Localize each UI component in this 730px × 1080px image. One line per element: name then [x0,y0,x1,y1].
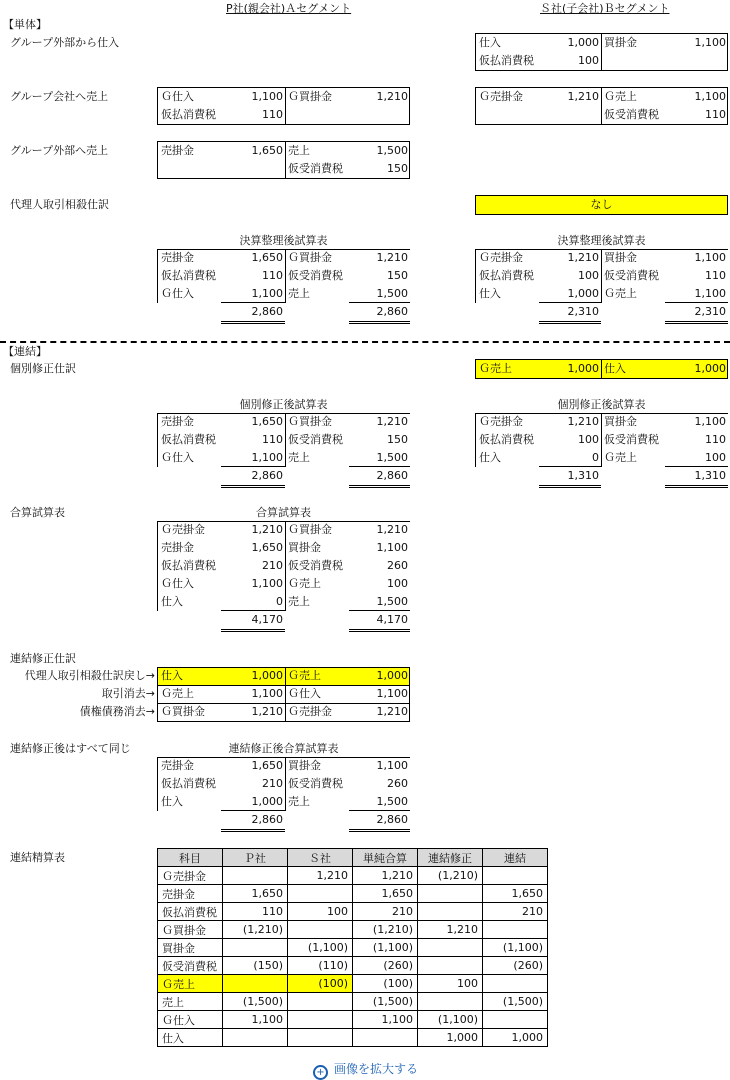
ws-cell: 1,650 [483,885,548,903]
tb-debit-label: 仮払消費税 [161,269,216,282]
tb-debit-label: Ｇ売掛金 [161,523,205,536]
tb-divider [285,413,286,467]
tb-divider [601,249,602,303]
tb-debit-amount: 0 [276,595,283,608]
s-grp-debit-1-amt: 1,210 [567,90,599,103]
tb-debit-amount: 210 [262,777,283,790]
s-ext-debit-2: 仮払消費税 [479,54,534,67]
tb-credit-label: 買掛金 [288,541,321,554]
tb-credit-label: 売上 [288,287,310,300]
s-indiv-debit-amt: 1,000 [567,362,599,375]
tb-debit-amount: 1,000 [251,795,283,808]
ws-cell: Ｇ買掛金 [158,921,223,939]
ws-cell: (1,210) [223,921,288,939]
tb-credit-label: 仮受消費税 [288,433,343,446]
ws-cell: 110 [223,903,288,921]
tb-credit-amount: 1,100 [694,415,726,428]
s-tb-title: 決算整理後試算表 [557,234,646,247]
s-ext-credit-1-amt: 1,100 [694,36,726,49]
p-grp-debit-2: 仮払消費税 [161,108,216,121]
tb-credit-label: 仮受消費税 [604,269,659,282]
tb-credit-amount: 110 [705,269,726,282]
zoom-link[interactable] [313,1060,418,1078]
tb-debit-label: 仮払消費税 [161,433,216,446]
ws-cell: 1,210 [353,867,418,885]
tb-debit-amount: 1,100 [251,287,283,300]
tb-credit-double [349,629,410,632]
section-divider [0,341,730,343]
tb-credit-amount: 1,100 [376,759,408,772]
tb-debit-amount: 1,210 [567,251,599,264]
tb-debit-amount: 1,650 [251,251,283,264]
p-grp-credit-1: Ｇ買掛金 [288,90,332,103]
ws-cell: 1,100 [353,1011,418,1029]
ws-header-cell: 連結修正 [418,849,483,867]
tb-credit-amount: 1,210 [376,415,408,428]
adj-credit-amount: 1,100 [376,687,408,700]
tb-divider [285,249,286,303]
tb-credit-amount: 1,100 [694,287,726,300]
adj-debit-amount: 1,100 [251,687,283,700]
table-row [158,1029,548,1047]
ws-cell: (1,500) [353,993,418,1011]
ws-cell: (1,210) [418,867,483,885]
ws-cell: Ｇ売上 [158,975,223,993]
ws-cell [418,903,483,921]
ws-header-cell: 単純合算 [353,849,418,867]
ws-cell [483,975,548,993]
ws-cell [353,1029,418,1047]
ws-cell: (260) [353,957,418,975]
adj-credit-label: Ｇ売上 [288,669,321,682]
table-row [158,903,548,921]
tb-credit-amount: 1,500 [376,595,408,608]
tb-debit-amount: 100 [578,433,599,446]
table-row [158,939,548,957]
section-consol: 【連結】 [3,345,47,358]
table-row [158,921,548,939]
tb-credit-label: 買掛金 [288,759,321,772]
s-segment-header: Ｓ社(子会社)Ｂセグメント [540,2,670,15]
tb-debit-label: Ｇ仕入 [161,451,194,464]
adj-divider [285,685,286,703]
tb-debit-amount: 1,650 [251,759,283,772]
tb-left-line [157,757,158,811]
tb-credit-amount: 110 [705,433,726,446]
p-ext-debit-1: 売掛金 [161,144,194,157]
tb-credit-amount: 150 [387,433,408,446]
ws-cell: 1,210 [418,921,483,939]
adj-arrow-label: 債権債務消去→ [79,705,155,718]
adj-debit-label: Ｇ買掛金 [161,705,205,718]
s-indiv-credit: 仕入 [604,362,626,375]
tb-debit-total: 2,310 [567,305,599,318]
label-cons-adj: 連結修正仕訳 [10,652,76,665]
tb-debit-label: 売掛金 [161,251,194,264]
ws-cell: 売上 [158,993,223,1011]
adj-debit-amount: 1,210 [251,705,283,718]
tb-debit-amount: 110 [262,433,283,446]
tb-credit-label: Ｇ売上 [288,577,321,590]
tb-debit-amount: 1,650 [251,415,283,428]
ws-cell [418,885,483,903]
p-ext-credit-2: 仮受消費税 [288,162,343,175]
tb-debit-double [221,321,285,324]
tb-credit-double [349,485,410,488]
tb-debit-label: 売掛金 [161,759,194,772]
label-indiv: 個別修正仕訳 [10,362,76,375]
s-ext-debit-2-amt: 100 [578,54,599,67]
tb-debit-total: 4,170 [251,613,283,626]
tb-debit-total: 2,860 [251,469,283,482]
ws-cell: (1,100) [418,1011,483,1029]
label-agent: 代理人取引相殺仕訳 [10,198,109,211]
tb-left-line [157,521,158,611]
ws-cell: 1,650 [223,885,288,903]
ws-cell [483,867,548,885]
tb-divider [285,757,286,811]
adj-arrow-label: 取引消去→ [101,687,155,700]
adj-credit-label: Ｇ売掛金 [288,705,332,718]
ws-cell: (1,500) [483,993,548,1011]
p-grp-credit-1-amt: 1,210 [376,90,408,103]
p-ext-credit-1-amt: 1,500 [376,144,408,157]
tb-credit-label: 売上 [288,795,310,808]
p-grp-debit-1-amt: 1,100 [251,90,283,103]
tb-divider [285,521,286,611]
p-segment-header: P社(親会社)Ａセグメント [226,2,352,15]
tb-debit-label: 仮払消費税 [479,269,534,282]
ws-header-cell: Ｐ社 [223,849,288,867]
tb-debit-amount: 110 [262,269,283,282]
ws-cell: 100 [288,903,353,921]
ws-cell [288,885,353,903]
s-grp-credit-1-amt: 1,100 [694,90,726,103]
tb-credit-amount: 150 [387,269,408,282]
tb-debit-label: 仮払消費税 [161,559,216,572]
tb-credit-amount: 100 [387,577,408,590]
ws-cell: 仕入 [158,1029,223,1047]
adj-debit-label: 仕入 [161,669,183,682]
ws-cell: 210 [353,903,418,921]
tb-left-line [157,413,158,467]
ws-cell [223,939,288,957]
ws-cell: 買掛金 [158,939,223,957]
tb-credit-total: 1,310 [694,469,726,482]
tb-credit-amount: 260 [387,559,408,572]
tb-debit-double [539,321,601,324]
label-combined: 合算試算表 [10,506,65,519]
tb-credit-amount: 1,500 [376,451,408,464]
tb-credit-label: 仮受消費税 [288,559,343,572]
tb-credit-amount: 100 [705,451,726,464]
ws-cell [288,1029,353,1047]
tb-left-line [475,413,476,467]
p-ext-credit-2-amt: 150 [387,162,408,175]
tb-credit-amount: 1,100 [694,251,726,264]
ws-cell: 210 [483,903,548,921]
tb-debit-total: 2,860 [251,813,283,826]
tb-credit-label: Ｇ売上 [604,451,637,464]
ws-cell: (1,100) [353,939,418,957]
table-row [158,867,548,885]
ws-cell: 1,210 [288,867,353,885]
tb-debit-label: 売掛金 [161,415,194,428]
ws-cell [288,1011,353,1029]
tb-credit-total: 2,860 [376,469,408,482]
table-row [158,993,548,1011]
tb-debit-amount: 1,650 [251,541,283,554]
tb-debit-label: 仕入 [479,451,501,464]
ws-cell [483,921,548,939]
s-itb-title: 個別修正後試算表 [557,398,646,411]
adj-debit-amount: 1,000 [251,669,283,682]
ws-cell: (1,100) [483,939,548,957]
tb-credit-label: 買掛金 [604,415,637,428]
table-row [158,957,548,975]
tb-debit-label: 仮払消費税 [479,433,534,446]
s-indiv-credit-amt: 1,000 [694,362,726,375]
tb-debit-label: 仕入 [161,595,183,608]
s-agent-none: なし [475,195,728,215]
tb-debit-amount: 0 [592,451,599,464]
tb-left-line [475,249,476,303]
tb-debit-total: 2,860 [251,305,283,318]
adj-arrow-label: 代理人取引相殺仕訳戻し→ [24,669,155,682]
tb-credit-label: 買掛金 [604,251,637,264]
ws-cell: 100 [418,975,483,993]
zoom-in-icon: + [313,1065,328,1080]
adj-debit-label: Ｇ売上 [161,687,194,700]
tb-credit-label: Ｇ売上 [604,287,637,300]
ws-cell [288,921,353,939]
ws-cell [288,993,353,1011]
ws-cell: (110) [288,957,353,975]
tb-credit-double [665,485,728,488]
tb-divider [601,413,602,467]
tb-debit-label: Ｇ売掛金 [479,251,523,264]
tb-debit-amount: 1,210 [567,415,599,428]
tb-debit-label: Ｇ売掛金 [479,415,523,428]
tb-left-line [157,249,158,303]
ws-cell: Ｇ仕入 [158,1011,223,1029]
p-tb-title: 決算整理後試算表 [239,234,328,247]
tb-debit-label: 仕入 [161,795,183,808]
zoom-label: 画像を拡大する [334,1062,419,1076]
ctb-title: 合算試算表 [256,506,311,519]
ws-cell: (100) [288,975,353,993]
ws-header-cell: 科目 [158,849,223,867]
ws-cell: 1,000 [418,1029,483,1047]
tb-debit-total: 1,310 [567,469,599,482]
ws-cell: (150) [223,957,288,975]
tb-debit-amount: 1,210 [251,523,283,536]
tb-credit-label: 仮受消費税 [288,777,343,790]
s-ext-debit-1-amt: 1,000 [567,36,599,49]
p-ext-debit-1-amt: 1,650 [251,144,283,157]
tb-debit-label: Ｇ仕入 [161,577,194,590]
tb-credit-label: 売上 [288,595,310,608]
ws-header-cell: Ｓ社 [288,849,353,867]
tb-credit-label: 仮受消費税 [604,433,659,446]
s-grp-debit-1: Ｇ売掛金 [479,90,523,103]
adj-credit-label: Ｇ仕入 [288,687,321,700]
ws-cell [418,957,483,975]
tb-debit-amount: 210 [262,559,283,572]
section-single: 【単体】 [3,18,47,31]
tb-debit-label: 仮払消費税 [161,777,216,790]
tb-debit-amount: 1,000 [567,287,599,300]
adj-divider [285,667,286,685]
ws-cell: (260) [483,957,548,975]
tb-credit-double [349,829,410,832]
ws-cell: 売掛金 [158,885,223,903]
ws-cell [418,939,483,957]
ws-cell: 1,000 [483,1029,548,1047]
label-after-adj: 連結修正後はすべて同じ [10,742,131,755]
tb-credit-total: 2,860 [376,305,408,318]
tb-credit-total: 2,310 [694,305,726,318]
label-grp-sale: グループ会社へ売上 [10,90,109,103]
atb-title: 連結修正後合算試算表 [228,742,339,755]
ws-cell: (1,210) [353,921,418,939]
ws-cell: (100) [353,975,418,993]
ws-cell: 仮払消費税 [158,903,223,921]
label-worksheet: 連結精算表 [10,851,65,864]
ws-header-cell: 連結 [483,849,548,867]
tb-credit-label: 売上 [288,451,310,464]
tb-debit-label: 売掛金 [161,541,194,554]
adj-divider [285,703,286,721]
tb-debit-amount: 1,100 [251,577,283,590]
p-itb-title: 個別修正後試算表 [239,398,328,411]
label-ext-purchase: グループ外部から仕入 [10,36,120,49]
tb-credit-label: Ｇ買掛金 [288,251,332,264]
p-ext-credit-1: 売上 [288,144,310,157]
tb-debit-double [539,485,601,488]
ws-cell [223,867,288,885]
tb-debit-amount: 1,100 [251,451,283,464]
ws-cell: 仮受消費税 [158,957,223,975]
tb-credit-total: 4,170 [376,613,408,626]
s-grp-credit-2-amt: 110 [705,108,726,121]
table-row [158,975,548,993]
tb-credit-label: 仮受消費税 [288,269,343,282]
s-indiv-debit: Ｇ売上 [479,362,512,375]
tb-credit-amount: 1,500 [376,795,408,808]
tb-debit-label: 仕入 [479,287,501,300]
ws-cell: 1,650 [353,885,418,903]
ws-cell [418,993,483,1011]
ws-cell: Ｇ売掛金 [158,867,223,885]
tb-credit-amount: 1,100 [376,541,408,554]
ws-cell: (1,500) [223,993,288,1011]
tb-credit-amount: 1,500 [376,287,408,300]
table-row [158,885,548,903]
tb-debit-label: Ｇ仕入 [161,287,194,300]
ws-cell [223,975,288,993]
tb-credit-total: 2,860 [376,813,408,826]
tb-debit-double [221,829,285,832]
ws-cell: (1,100) [288,939,353,957]
ws-cell: 1,100 [223,1011,288,1029]
s-ext-credit-1: 買掛金 [604,36,637,49]
label-ext-sale: グループ外部へ売上 [10,144,109,157]
tb-debit-double [221,485,285,488]
s-grp-credit-2: 仮受消費税 [604,108,659,121]
tb-debit-amount: 100 [578,269,599,282]
tb-credit-amount: 260 [387,777,408,790]
adj-credit-amount: 1,000 [376,669,408,682]
tb-debit-double [221,629,285,632]
consol-worksheet [157,848,548,1047]
tb-credit-label: Ｇ買掛金 [288,415,332,428]
adj-credit-amount: 1,210 [376,705,408,718]
s-grp-credit-1: Ｇ売上 [604,90,637,103]
tb-credit-double [665,321,728,324]
tb-credit-amount: 1,210 [376,523,408,536]
ws-cell [483,1011,548,1029]
ws-cell [223,1029,288,1047]
table-row [158,1011,548,1029]
p-grp-debit-2-amt: 110 [262,108,283,121]
tb-credit-amount: 1,210 [376,251,408,264]
p-grp-debit-1: Ｇ仕入 [161,90,194,103]
tb-credit-label: Ｇ買掛金 [288,523,332,536]
tb-credit-double [349,321,410,324]
s-ext-debit-1: 仕入 [479,36,501,49]
